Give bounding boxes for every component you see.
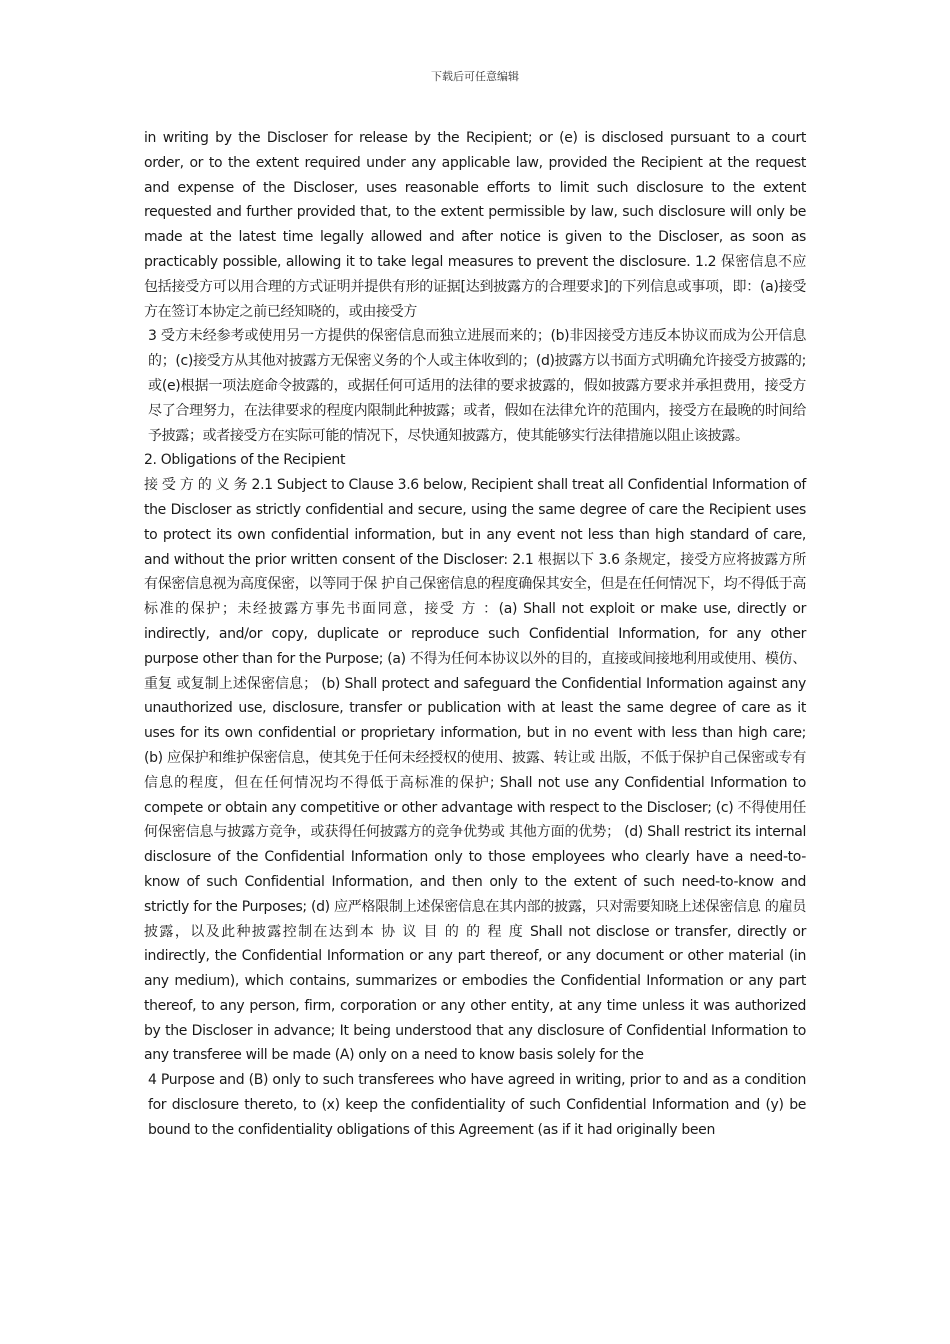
document-body: [144, 126, 806, 1143]
paragraph-4: 4 Purpose and (B) only to such transferees who have agreed in writing, prior to and as a condition for disclosure thereto, to (x) keep the confidentiality of such Confidential Information and (y) be bound to the confidentiality obligations of this Agreement (as if it had originally been: [148, 1072, 806, 1138]
paragraph-3: 接 受 方 的 义 务 2.1 Subject to Clause 3.6 below, Recipient shall treat all Confidential Information of the Discloser as strictly confidential and secure, using the same degree of care the Recipient uses to protect its own confidential information, but in any event not less than high standard of care, and without the prior written consent of the Discloser: 2.1 根据以下 3.6 条规定，接受方应将披露方所有保密信息视为高度保密，以等同于保 护自己保密信息的程度确保其安全，但是在任何情况下，均不得低于高标准的保护；未经披露方事先书面同意，接受 方 ：(a) Shall not exploit or make use, directly or indirectly, and/or copy, duplicate or reproduce such Confidential Information, for any other purpose other than for the Purpose; (a) 不得为任何本协议以外的目的，直接或间接地利用或使用、模仿、重复 或复制上述保密信息； (b) Shall protect and safeguard the Confidential Information against any unauthorized use, disclosure, transfer or publication with at least the same degree of care as it uses for its own confidential or proprietary information, but in no event with less than high care; (b) 应保护和维护保密信息，使其免于任何未经授权的使用、披露、转让或 出版，不低于保护自己保密或专有信息的程度，但在任何情况均不得低于高标准的保护; Shall not use any Confidential Information to compete or obtain any competitive or other advantage with respect to the Discloser; (c) 不得使用任何保密信息与披露方竞争，或获得任何披露方的竞争优势或 其他方面的优势； (d) Shall restrict its internal disclosure of the Confidential Information only to those employees who clearly have a need-to-know of such Confidential Information, and then only to the extent of such need-to-know and strictly for the Purposes; (d) 应严格限制上述保密信息在其内部的披露，只对需要知晓上述保密信息 的雇员披露，以及此种披露控制在达到本 协 议 目 的 的 程 度 Shall not disclose or transfer, directly or indirectly, the Confidential Information or any part thereof, or any document or other material (in any medium), which contains, summarizes or embodies the Confidential Information or any part thereof, to any person, firm, corporation or any other entity, at any time unless it was authorized by the Discloser in advance; It being understood that any disclosure of Confidential Information to any transferee will be made (A) only on a need to know basis solely for the: [144, 477, 806, 1064]
paragraph-2: 3 受方未经参考或使用另一方提供的保密信息而独立进展而来的；(b)非因接受方违反本协议而成为公开信息的；(c)接受方从其他对披露方无保密义务的个人或主体收到的；(d)披露方以书面方式明确允许接受方披露的;或(e)根据一项法庭命令披露的，或据任何可适用的法律的要求披露的，假如披露方要求并承担费用，接受方尽了合理努力，在法律要求的程度内限制此种披露；或者，假如在法律允许的范围内，接受方在最晚的时间给予披露；或者接受方在实际可能的情况下，尽快通知披露方，使其能够实行法律措施以阻止该披露。: [148, 328, 806, 444]
section-heading-obligations: 2. Obligations of the Recipient: [144, 452, 346, 469]
page-header: 下载后可任意编辑: [431, 70, 519, 83]
paragraph-1: in writing by the Discloser for release by the Recipient; or (e) is disclosed pursuant to a court order, or to the extent required under any applicable law, provided the Recipient at the request and expense of the Discloser, uses reasonable efforts to limit such disclosure to the extent requested and further provided that, to the extent permissible by law, such disclosure will only be made at the latest time legally allowed and after notice is given to the Discloser, as soon as practicably possible, allowing it to take legal measures to prevent the disclosure. 1.2 保密信息不应包括接受方可以用合理的方式证明并提供有形的证据[达到披露方的合理要求]的下列信息或事项，即：(a)接受方在签订本协定之前已经知晓的，或由接受方: [144, 130, 806, 320]
